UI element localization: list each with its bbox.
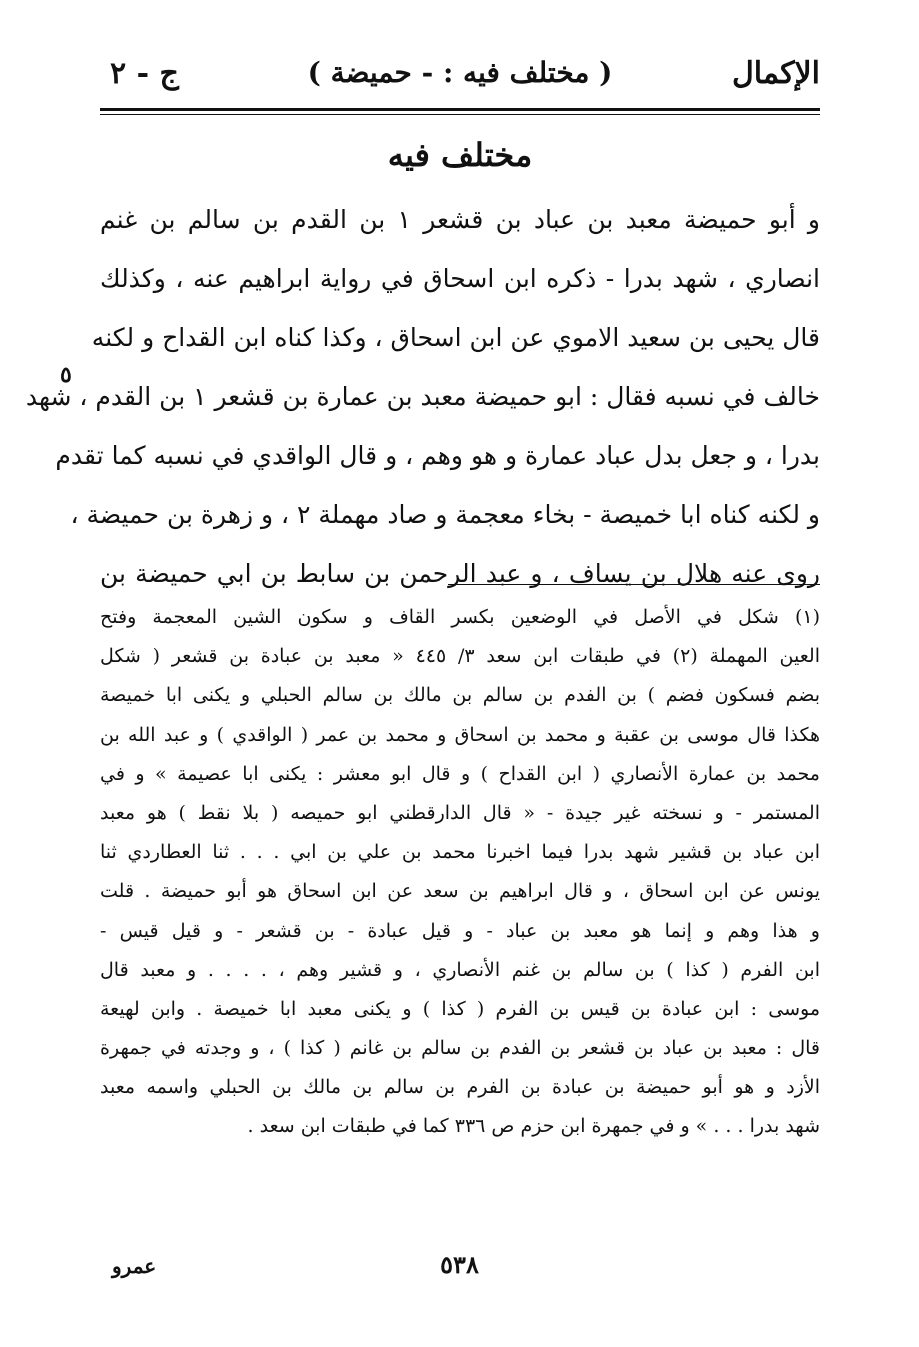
main-text [25, 190, 820, 603]
footnote-line: يونس عن ابن اسحاق ، و قال ابراهيم بن سعد عن ابن اسحاق هو أبو حميضة . قلت [100, 880, 820, 903]
text-line: و لكنه كناه ابا خميصة - بخاء معجمة و صاد مهملة ٢ ، و زهرة بن حميضة ، [70, 500, 820, 529]
running-header [100, 56, 820, 102]
footnote-line: ابن الفرم ( كذا ) بن سالم بن غنم الأنصاري ، و قشير وهم ، . . . . و معبد قال [100, 958, 820, 981]
footnote-line: الأزد و هو أبو حميضة بن عبادة بن الفرم بن سالم بن مالك بن الحبلي واسمه معبد [100, 1076, 820, 1099]
running-title: ( مختلف فيه : - حميضة ) [307, 56, 613, 89]
text-line: خالف في نسبه فقال : ابو حميضة معبد بن عمارة بن قشعر ١ بن القدم ، شهد [25, 382, 820, 411]
line-number-marker: ٥ [60, 362, 72, 388]
footnotes [100, 598, 820, 1147]
book-title: الإكمال [731, 56, 820, 91]
footnote-line: موسى : ابن عبادة بن قيس بن الفرم ( كذا ) و يكنى معبد ابا خميصة . وابن لهيعة [100, 997, 820, 1020]
footnote-line: و هذا وهم و إنما هو معبد بن عباد - و قيل عبادة - بن قشعر - و قيل قيس - [100, 919, 820, 942]
footnote-line: شهد بدرا . . . » و في جمهرة ابن حزم ص ٣٣٦ كما في طبقات ابن سعد . [247, 1115, 820, 1138]
volume-number: ج - ٢ [110, 56, 179, 91]
text-line: روى عنه هلال بن يساف ، و عبد الرحمن بن سابط بن ابي حميضة بن [100, 559, 820, 588]
text-line: قال يحيى بن سعيد الاموي عن ابن اسحاق ، وكذا كناه ابن القداح و لكنه [91, 323, 820, 352]
text-line: بدرا ، و جعل بدل عباد عمارة و هو وهم ، و قال الواقدي في نسبه كما تقدم [55, 441, 820, 470]
text-line: و أبو حميضة معبد بن عباد بن قشعر ١ بن القدم بن سالم بن غنم [100, 205, 820, 234]
footnote-line: محمد بن عمارة الأنصاري ( ابن القداح ) و قال ابو معشر : يكنى ابا عصيمة » و في [100, 762, 820, 785]
page-number: ٥٣٨ [440, 1250, 479, 1279]
footnote-line: العين المهملة (٢) في طبقات ابن سعد ٣/ ٤٤٥ « معبد بن عبادة بن قشعر ( شكل [100, 645, 820, 668]
section-title: مختلف فيه [387, 136, 533, 174]
footnote-line: بضم فسكون فضم ) بن الفدم بن سالم بن مالك بن سالم الحبلي و يكنى ابا خميصة [100, 684, 820, 707]
footnote-line: المستمر - و نسخته غير جيدة - « قال الدارقطني ابو حميصه ( بلا نقط ) هو معبد [100, 801, 820, 824]
signature-mark: عمرو [112, 1254, 157, 1278]
footnote-line: هكذا قال موسى بن عقبة و محمد بن اسحاق و محمد بن عمر ( الواقدي ) و عبد الله بن [100, 723, 820, 746]
footnote-line: ابن عباد بن قشير شهد بدرا فيما اخبرنا محمد بن علي بن ابي . . . ثنا العطاردي ثنا [100, 841, 820, 864]
header-rule [100, 108, 820, 115]
footnote-line: (١) شكل في الأصل في الوضعين بكسر القاف و سكون الشين المعجمة وفتح [100, 606, 820, 628]
text-line: انصاري ، شهد بدرا - ذكره ابن اسحاق في رواية ابراهيم عنه ، وكذلك [100, 264, 820, 293]
footnote-line: قال : معبد بن عباد بن قشعر بن الفدم بن سالم بن غانم ( كذا ) ، و وجدته في جمهرة [100, 1037, 820, 1060]
footnote-rule [448, 584, 820, 585]
